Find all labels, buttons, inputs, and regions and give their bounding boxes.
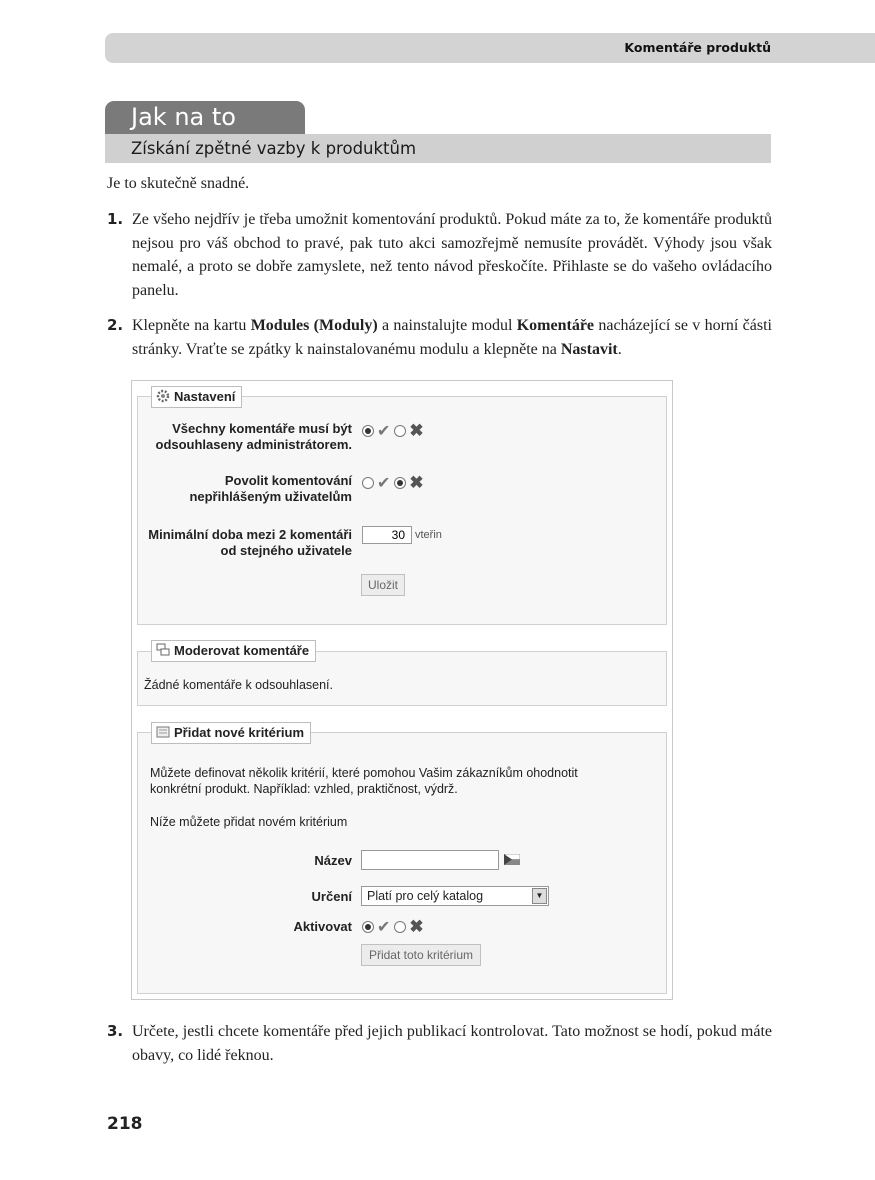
modules-tab-ref: Modules (Moduly) <box>250 317 378 334</box>
page-number: 218 <box>107 1114 143 1134</box>
moderate-empty-text: Žádné komentáře k odsouhlasení. <box>144 678 334 692</box>
guest-comments-label: Povolit komentování nepřihlášeným uživatelům <box>189 473 352 504</box>
section-title: Jak na to <box>131 103 236 131</box>
configure-ref: Nastavit <box>560 340 618 358</box>
active-yes-radio[interactable] <box>362 921 374 933</box>
criterion-name-label: Název <box>314 853 352 868</box>
criterion-name-input[interactable] <box>361 850 499 870</box>
approve-options <box>362 421 424 441</box>
step-text: Klepněte na kartu Modules (Moduly) a nainstalujte modul Komentáře nacházející se v horní části stránky. Vraťte se zpátky k nainstalovanému modulu a klepněte na Nastavit. <box>132 317 772 358</box>
cross-icon: ✖ <box>409 917 424 936</box>
chevron-down-icon[interactable]: ▼ <box>532 888 547 904</box>
approve-label: Všechny komentáře musí být odsouhlaseny administrátorem. <box>155 421 352 452</box>
criterion-active-label: Aktivovat <box>293 919 352 934</box>
section-subtitle: Získání zpětné vazby k produktům <box>131 139 417 158</box>
add-criterion-button[interactable]: Přidat toto kritérium <box>361 944 481 966</box>
min-delay-unit: vteřin <box>415 529 442 541</box>
module-settings-screenshot <box>131 380 673 1000</box>
check-icon: ✔ <box>377 919 391 936</box>
approve-yes-radio[interactable] <box>362 425 374 437</box>
cross-icon: ✖ <box>409 473 424 492</box>
form-icon <box>156 725 170 739</box>
step-text: Ze všeho nejdřív je třeba umožnit komentování produktů. Pokud máte za to, že komentáře produktů nejsou pro váš obchod to pravé, pak tuto akci samozřejmě nemusíte provádět. Výhody jsou však nemalé, a proto se dobře zamyslete, než tento návod přeskočíte. Přihlaste se do vašeho ovládacího panelu. <box>132 211 772 299</box>
save-button[interactable]: Uložit <box>361 574 405 596</box>
criterion-active-options <box>362 917 424 937</box>
section-tab <box>105 101 305 134</box>
min-delay-label: Minimální doba mezi 2 komentáři od stejného uživatele <box>148 527 352 558</box>
moderate-legend: Moderovat komentáře <box>151 640 316 662</box>
gear-icon <box>156 389 170 403</box>
step-1 <box>107 208 772 302</box>
criterion-below-text: Níže můžete přidat novém kritérium <box>150 815 348 829</box>
active-no-radio[interactable] <box>394 921 406 933</box>
section-subhead <box>105 134 771 163</box>
step-number: 1. <box>107 210 124 228</box>
running-head <box>105 33 875 63</box>
criterion-description: Můžete definovat několik kritérií, které pomohou Vašim zákazníkům ohodnotit konkrétní produkt. Například: vzhled, praktičnost, výdrž. <box>150 766 578 796</box>
settings-legend: Nastavení <box>151 386 242 408</box>
running-head-title: Komentáře produktů <box>624 40 771 55</box>
step-2 <box>107 314 772 361</box>
approve-no-radio[interactable] <box>394 425 406 437</box>
check-icon: ✔ <box>377 423 391 440</box>
step-3 <box>107 1020 772 1067</box>
criterion-scope-select[interactable]: Platí pro celý katalog ▼ <box>361 886 549 906</box>
language-flag-icon[interactable] <box>504 853 520 868</box>
intro-text: Je to skutečně snadné. <box>107 175 250 192</box>
comments-module-ref: Komentáře <box>516 317 595 334</box>
step-number: 3. <box>107 1022 124 1040</box>
criterion-legend: Přidat nové kritérium <box>151 722 311 744</box>
check-icon: ✔ <box>377 475 391 492</box>
step-number: 2. <box>107 316 124 334</box>
guest-no-radio[interactable] <box>394 477 406 489</box>
step-text: Určete, jestli chcete komentáře před jejich publikací kontrolovat. Tato možnost se hodí, pokud máte obavy, co lidé řeknou. <box>132 1023 772 1064</box>
criterion-scope-label: Určení <box>311 889 352 904</box>
comments-icon <box>156 643 170 657</box>
guest-yes-radio[interactable] <box>362 477 374 489</box>
guest-comments-options <box>362 473 424 493</box>
cross-icon: ✖ <box>409 421 424 440</box>
min-delay-input[interactable] <box>362 526 412 544</box>
